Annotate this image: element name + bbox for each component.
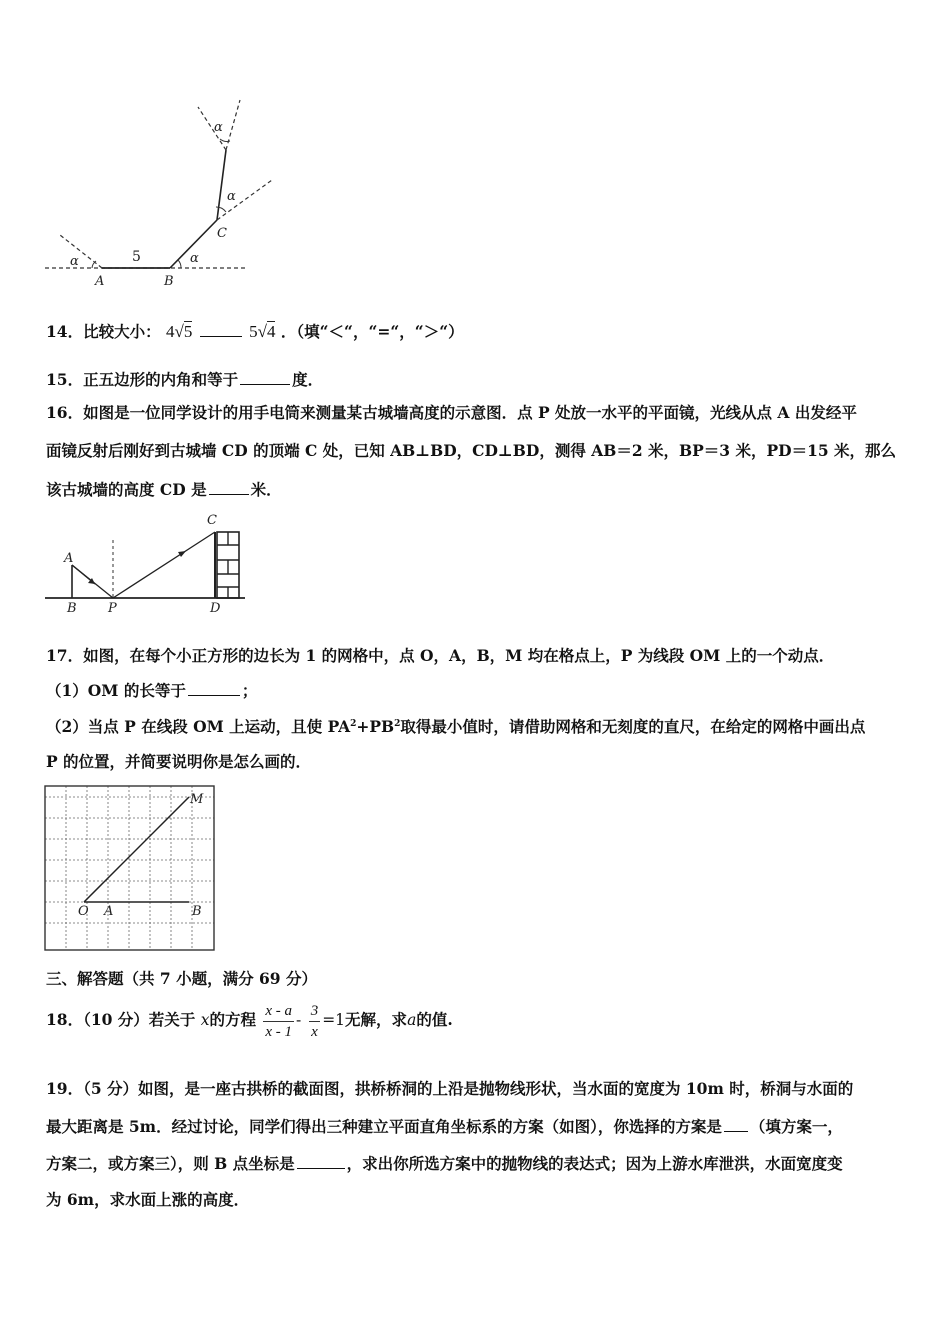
point-label-b: B [164, 274, 174, 289]
q14-answer-blank[interactable] [200, 320, 242, 337]
question-16-line-2: 面镜反射后刚好到古城墙 CD 的顶端 C 处，已知 AB⊥BD，CD⊥BD，测得 AB＝2 米，BP＝3 米，PD＝15 米，那么 [46, 441, 897, 460]
q15-answer-blank[interactable] [240, 368, 290, 385]
q17-sub2-b: +PB [356, 717, 395, 737]
q17-sup-1: 2 [350, 719, 357, 729]
question-15 [46, 368, 323, 391]
q17-sub1-answer-blank[interactable] [188, 679, 240, 696]
fig17-label-o: O [78, 904, 89, 919]
fig16-label-b: B [67, 601, 77, 616]
question-16-line-1: 16．如图是一位同学设计的用手电筒来测量某古城墙高度的示意图．点 P 处放一水平的平面镜，光线从点 A 出发经平 [46, 403, 857, 422]
q17-sub1-before: （1）OM 的长等于 [46, 681, 186, 700]
q15-text-before: 15．正五边形的内角和等于 [46, 370, 239, 389]
question-17-sub-1 [46, 679, 257, 702]
q18-suffix-b: 的值. [416, 1010, 453, 1029]
question-17-sub-2-line-1 [46, 713, 865, 738]
city-wall-mirror-figure [40, 510, 255, 625]
question-16-line-3 [46, 478, 282, 501]
q18-eq: =1 [322, 1011, 346, 1029]
fig16-label-c: C [207, 513, 217, 528]
q18-suffix-a: 无解，求 [345, 1010, 408, 1029]
q19-line2-after: （填方案一， [749, 1117, 843, 1136]
q14-suffix: ．（填“＜“，“=“，“＞“） [280, 322, 464, 341]
q18-mid: 的方程 [209, 1010, 256, 1029]
q18-var-x: x [200, 1011, 210, 1029]
fig17-label-b: B [192, 904, 202, 919]
q17-sub1-after: ； [241, 681, 258, 700]
q18-fraction-2: $\frac{3}{x}$ [310, 1002, 319, 1040]
question-17-line-1: 17．如图，在每个小正方形的边长为 1 的网格中，点 O，A，B，M 均在格点上，P 为线段 OM 上的一个动点． [46, 646, 835, 665]
question-17-sub-2-line-2: P 的位置，并简要说明你是怎么画的． [46, 752, 312, 771]
q15-text-after: 度． [292, 370, 324, 389]
q16-answer-blank[interactable] [209, 478, 249, 495]
q19-line2-before: 最大距离是 5m．经过讨论，同学们得出三种建立平面直角坐标系的方案（如图），你选择的方案是 [46, 1117, 722, 1136]
q14-prefix: 14．比较大小： [46, 322, 161, 341]
question-19-line-3 [46, 1152, 843, 1175]
reflection-angle-figure [40, 95, 280, 290]
q17-sub2-a: （2）当点 P 在线段 OM 上运动，且使 PA [46, 717, 351, 737]
section-3-heading: 三、解答题（共 7 小题，满分 69 分） [46, 969, 317, 988]
length-label: 5 [132, 249, 141, 265]
q19-line3-before: 方案二，或方案三），则 B 点坐标是 [46, 1154, 295, 1173]
q14-right-expr: 5√4 [249, 322, 276, 341]
fig16-label-d: D [210, 601, 221, 616]
q18-minus: - [296, 1011, 302, 1029]
q16-line3-before: 该古城墙的高度 CD 是 [46, 480, 207, 499]
point-label-c: C [217, 226, 227, 241]
fig17-label-a: A [104, 904, 114, 919]
q19-line3-after: ，求出你所选方案中的抛物线的表达式；因为上游水库泄洪，水面宽度变 [346, 1154, 843, 1173]
q18-var-a: a [407, 1011, 417, 1029]
question-14 [46, 320, 464, 343]
grid-figure[interactable] [44, 785, 216, 952]
fig16-label-a: A [64, 551, 74, 566]
q19-scheme-blank[interactable] [724, 1115, 748, 1132]
q18-prefix: 18．（10 分）若关于 [46, 1010, 196, 1029]
q16-line3-after: 米． [250, 480, 282, 499]
point-label-a: A [95, 274, 105, 289]
q14-left-expr: 4√5 [165, 322, 193, 341]
q17-sup-2: 2 [394, 719, 401, 729]
q19-coordinate-blank[interactable] [297, 1152, 345, 1169]
question-19-line-2 [46, 1115, 843, 1138]
question-18 [46, 1000, 453, 1042]
fig17-label-m: M [190, 792, 204, 807]
q17-sub2-c: 取得最小值时，请借助网格和无刻度的直尺，在给定的网格中画出点 [400, 717, 866, 737]
fig16-label-p: P [108, 601, 117, 616]
alpha-label-d: α [214, 120, 223, 135]
alpha-label-a: α [70, 254, 79, 269]
question-19-line-1: 19．（5 分）如图，是一座古拱桥的截面图，拱桥桥洞的上沿是抛物线形状，当水面的宽度为 10m 时，桥洞与水面的 [46, 1079, 854, 1098]
alpha-label-b: α [190, 251, 199, 266]
alpha-label-c: α [227, 189, 236, 204]
question-19-line-4: 为 6m，求水面上涨的高度． [46, 1190, 250, 1209]
q18-fraction-1: $\frac{x - a}{x - 1}$ [265, 1002, 293, 1040]
